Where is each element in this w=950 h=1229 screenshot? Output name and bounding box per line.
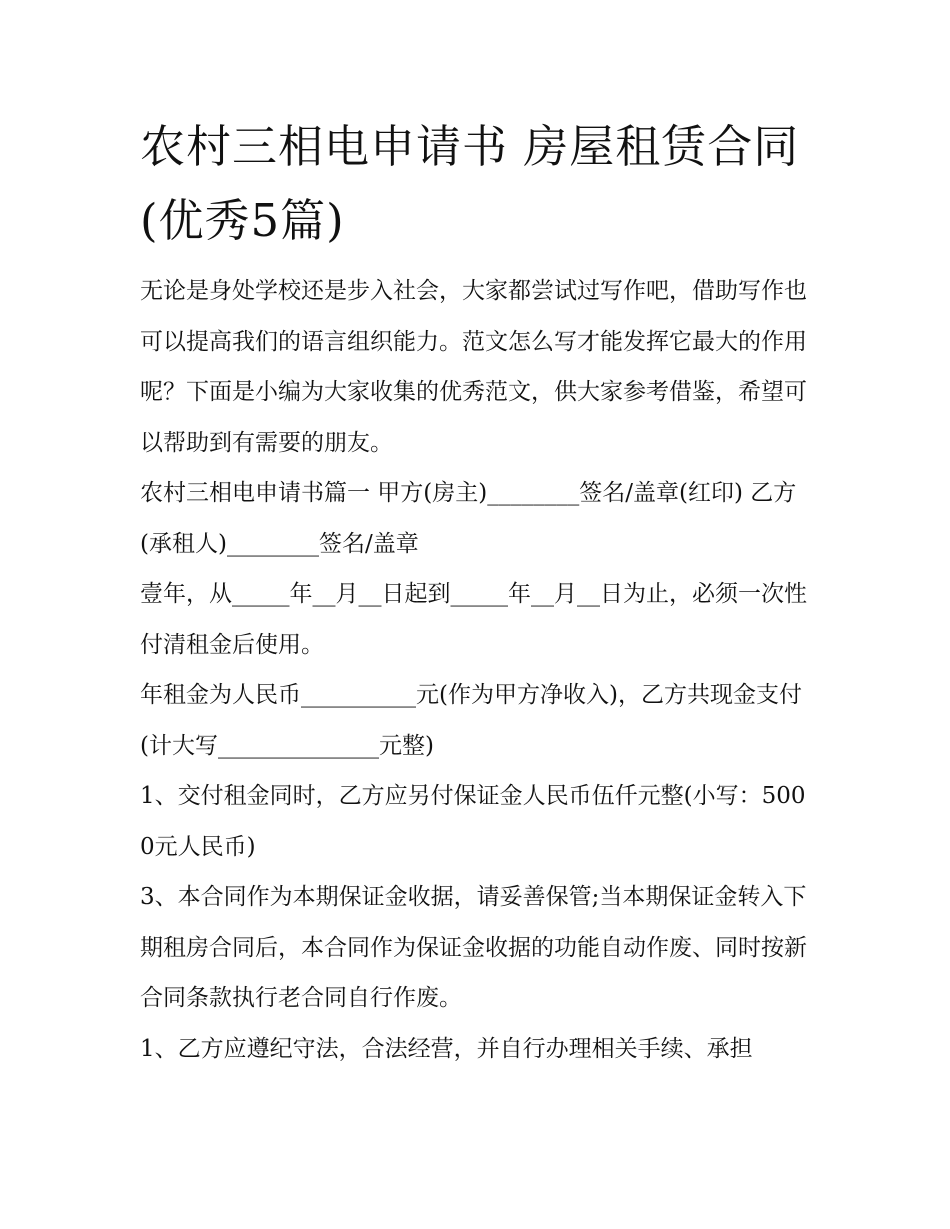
lease-term-paragraph: 壹年，从_____年__月__日起到_____年__月__日为止，必须一次性付清租金后使用。: [140, 581, 807, 658]
deposit-paragraph: 1、交付租金同时，乙方应另付保证金人民币伍仟元整(小写：5000元人民币): [140, 783, 806, 860]
document-page: [140, 110, 820, 1074]
intro-paragraph: 无论是身处学校还是步入社会，大家都尝试过写作吧，借助写作也可以提高我们的语言组织能力。范文怎么写才能发挥它最大的作用呢？下面是小编为大家收集的优秀范文，供大家参考借鉴，希望可以帮助到有需要的朋友。: [140, 278, 807, 456]
rent-paragraph: 年租金为人民币__________元(作为甲方净收入)，乙方共现金支付(计大写______________元整): [140, 682, 802, 759]
document-title: 农村三相电申请书 房屋租赁合同(优秀5篇): [140, 120, 800, 247]
parties-paragraph: 农村三相电申请书篇一 甲方(房主)________签名/盖章(红印) 乙方(承租人)________签名/盖章: [140, 480, 797, 557]
obligations-paragraph: 1、乙方应遵纪守法，合法经营，并自行办理相关手续、承担: [140, 1035, 753, 1062]
receipt-paragraph: 3、本合同作为本期保证金收据，请妥善保管;当本期保证金转入下期租房合同后，本合同作为保证金收据的功能自动作废、同时按新合同条款执行老合同自行作废。: [140, 884, 807, 1011]
